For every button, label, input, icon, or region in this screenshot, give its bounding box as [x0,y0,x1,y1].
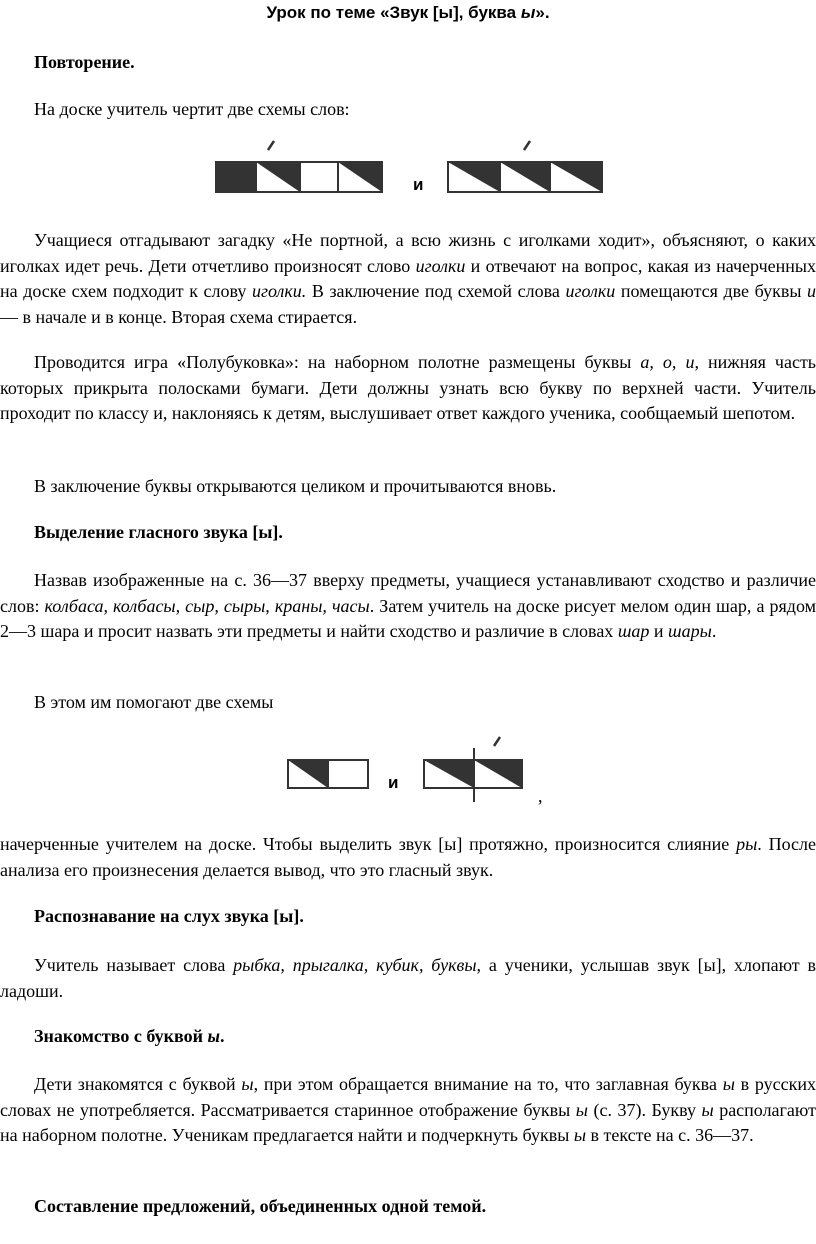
scheme-connector: и [388,773,399,792]
heading-sentences: Составление предложений, объединенных одной темой. [34,1196,487,1216]
scheme-half-cell [500,162,550,192]
paragraph-game: Проводится игра «Полубуковка»: на наборном полотне размещены буквы а, о, и, нижняя часть которых прикрыта полосками бумаги. Дети должны узнать всю букву по верхней части. Учитель проходит по классу и, наклоняясь к детям, выслушивает ответ каждого ученика, сообщаемый шепотом. [0,352,816,423]
stress-mark [494,737,500,746]
scheme-half-cell [448,162,500,192]
paragraph-clapping: Учитель называет слова рыбка, прыгалка, кубик, буквы, а ученики, услышав звук [ы], хлопают в ладоши. [0,955,816,1001]
heading-listening: Распознавание на слух звука [ы]. [34,906,304,926]
heading-letter: Знакомство с буквой ы. [34,1026,225,1046]
paragraph-letter-intro: Дети знакомятся с буквой ы, при этом обращается внимание на то, что заглавная буква ы в русских словах не употребляется. Рассматривается старинное отображение буквы ы (с. 37). Букву ы располагают на наборном полотне. Ученикам предлагается найти и подчеркнуть буквы ы в тексте на с. 36—37. [0,1074,816,1145]
paragraph-analysis: начерченные учителем на доске. Чтобы выделить звук [ы] протяжно, произносится слияние ры. После анализа его произнесения делается вывод, что это гласный звук. [0,834,816,880]
scheme-half-cell [256,162,300,192]
scheme-filled-cell [216,162,256,192]
scheme-comma: , [538,786,543,806]
scheme-half-cell [550,162,602,192]
paragraph-intro: На доске учитель чертит две схемы слов: [34,99,350,119]
paragraph-riddle: Учащиеся отгадывают загадку «Не портной, а всю жизнь с иголками ходит», объясняют, о каких иголках идет речь. Дети отчетливо произносят слово иголки и отвечают на вопрос, какая из начерченных на доске схем подходит к слову иголки. В заключение под схемой слова иголки помещаются две буквы и — в начале и в конце. Вторая схема стирается. [0,230,816,327]
stress-mark [524,141,530,150]
heading-vowel-sound: Выделение гласного звука [ы]. [34,522,283,542]
scheme-half-cell [474,760,522,788]
paragraph-two-schemes: В этом им помогают две схемы [34,692,274,712]
scheme-half-cell [424,760,474,788]
scheme-half-cell [288,760,328,788]
word-scheme-diagram-1 [214,136,606,198]
scheme-half-cell [338,162,382,192]
paragraph-conclusion: В заключение буквы открываются целиком и прочитываются вновь. [34,476,557,496]
paragraph-objects: Назвав изображенные на с. 36—37 вверху предметы, учащиеся устанавливают сходство и различие слов: колбаса, колбасы, сыр, сыры, краны, часы. Затем учитель на доске рисует мелом один шар, а рядом 2—3 шара и просит назвать эти предметы и найти сходство и различие в словах шар и шары. [0,570,816,641]
word-scheme-diagram-2 [286,730,546,810]
stress-mark [268,141,274,150]
lesson-title: Урок по теме «Звук [ы], буква ы». [266,3,550,22]
heading-review: Повторение. [34,52,135,72]
scheme-connector: и [413,175,424,194]
